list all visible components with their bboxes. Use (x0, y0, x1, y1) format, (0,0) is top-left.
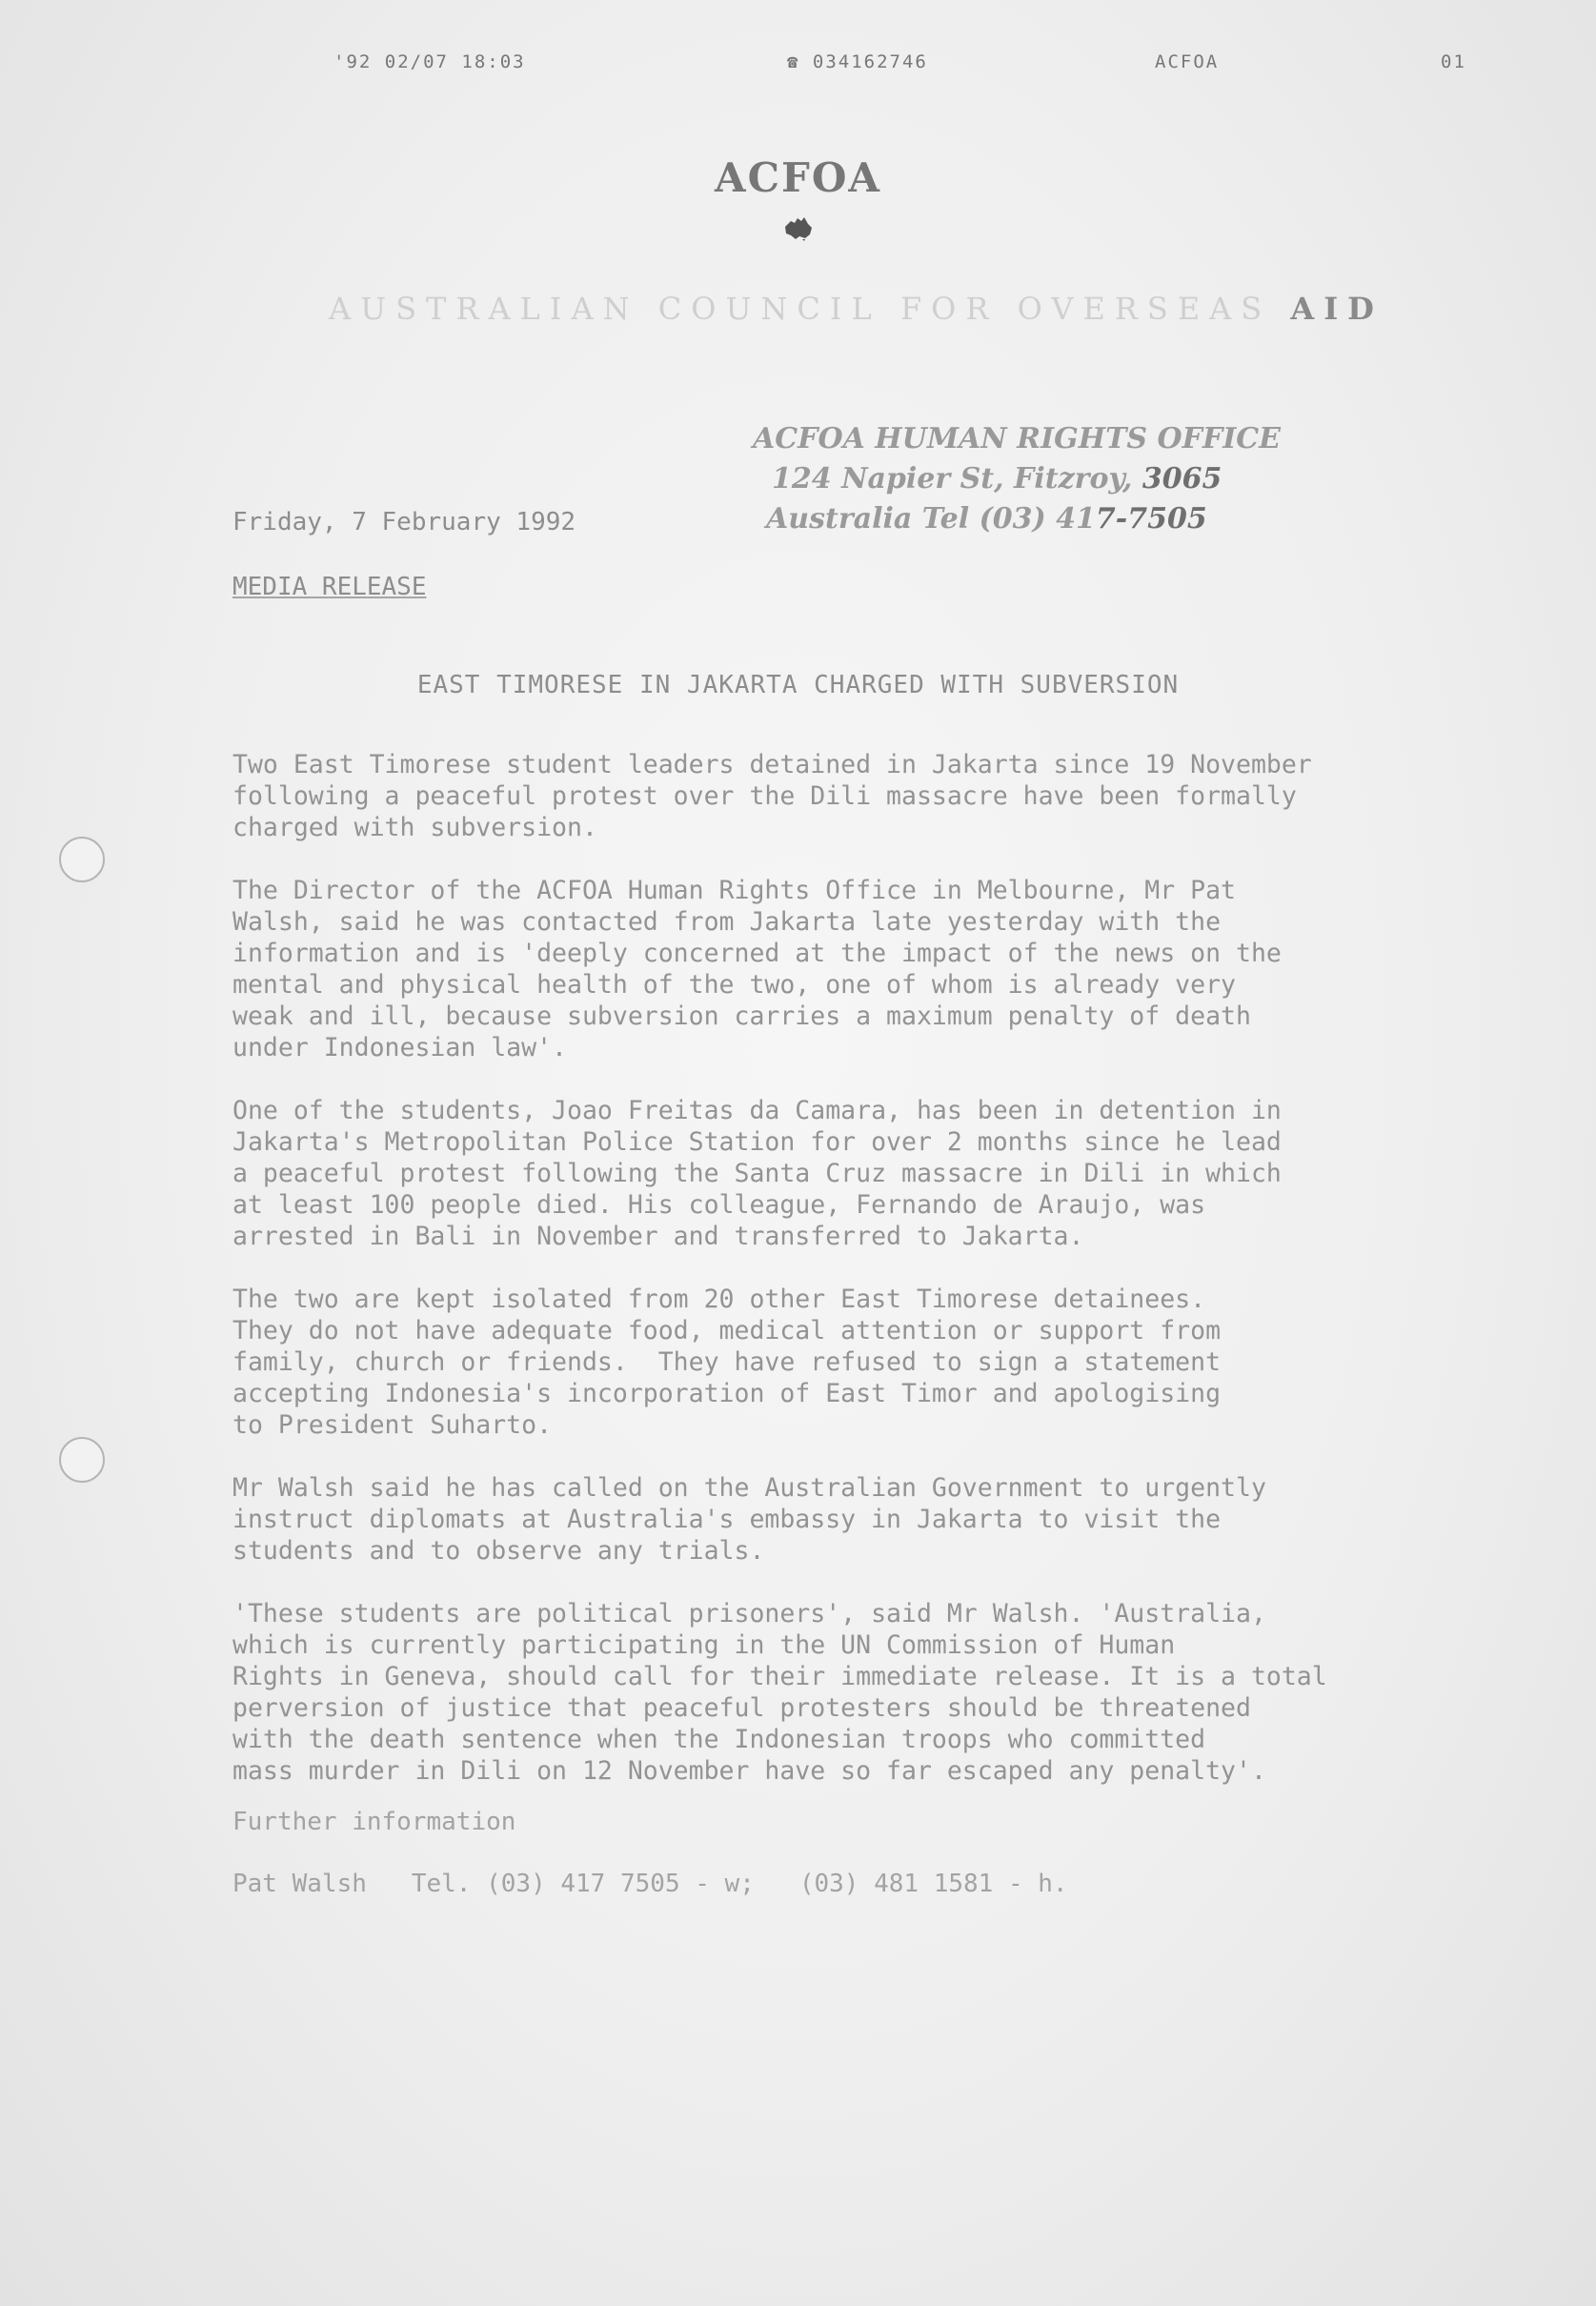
further-information-label: Further information (232, 1808, 516, 1836)
paragraph: Two East Timorese student leaders detained in Jakarta since 19 November following a peaceful protest over the Dili massacre have been formally charged with subversion. (232, 750, 1312, 842)
fax-datetime: '92 02/07 18:03 (333, 51, 526, 72)
office-tel-end: 7-7505 (1095, 502, 1207, 536)
office-country-tel: Australia Tel (03) 41 (766, 502, 1096, 536)
paragraph: Mr Walsh said he has called on the Australian Government to urgently instruct diplomats at Australia's embassy in Jakarta to visit the students and to observe any trials. (232, 1473, 1266, 1566)
fax-number: ☎ 034162746 (787, 51, 928, 72)
paragraph: One of the students, Joao Freitas da Camara, has been in detention in Jakarta's Metropolitan Police Station for over 2 months since he lead a peaceful protest following the Santa Cruz massacre in Dili in which at least 100 people died. His colleague, Fernando de Araujo, was arrested in Bali in November and transferred to Jakarta. (232, 1096, 1282, 1251)
punch-hole (59, 837, 105, 882)
fax-page-number: 01 (1441, 51, 1466, 72)
australia-map-icon (0, 215, 1596, 246)
paragraph: The two are kept isolated from 20 other East Timorese detainees. They do not have adequate food, medical attention or support from family, church or friends. They have refused to sign a statement accepting Indonesia's incorporation of East Timor and apologising to President Suharto. (232, 1284, 1222, 1440)
fax-sender: ACFOA (1155, 51, 1220, 72)
office-tel-line (753, 499, 1286, 539)
acfoa-logo: ACFOA (714, 154, 881, 201)
contact-line: Pat Walsh Tel. (03) 417 7505 - w; (03) 481 1581 - h. (232, 1870, 1068, 1898)
office-street-line (753, 459, 1286, 499)
release-body (232, 749, 1376, 1818)
office-stamp (753, 419, 1286, 539)
office-postcode: 3065 (1141, 462, 1222, 496)
paragraph: 'These students are political prisoners', said Mr Walsh. 'Australia, which is currently participating in the UN Commission of Human Rights in Geneva, should call for their immediate release. It is a total perversion of justice that peaceful protesters should be threatened with the death sentence when the Indonesian troops who committed mass murder in Dili on 12 November have so far escaped any penalty'. (232, 1599, 1327, 1786)
office-street: 124 Napier St, Fitzroy, (772, 462, 1133, 496)
media-release-label: MEDIA RELEASE (232, 573, 427, 601)
punch-hole (59, 1437, 105, 1483)
letterhead-tagline (329, 291, 1384, 327)
headline: EAST TIMORESE IN JAKARTA CHARGED WITH SUBVERSION (416, 671, 1180, 699)
tagline-faint: AUSTRALIAN COUNCIL FOR OVERSEAS (329, 291, 1272, 327)
release-date: Friday, 7 February 1992 (232, 508, 576, 536)
tagline-aid: AID (1290, 291, 1384, 327)
paragraph: The Director of the ACFOA Human Rights Office in Melbourne, Mr Pat Walsh, said he was contacted from Jakarta late yesterday with the information and is 'deeply concerned at the impact of the news on the mental and physical health of the two, one of whom is already very weak and ill, because subversion carries a maximum penalty of death under Indonesian law'. (232, 876, 1282, 1062)
office-name: ACFOA HUMAN RIGHTS OFFICE (753, 422, 1282, 455)
